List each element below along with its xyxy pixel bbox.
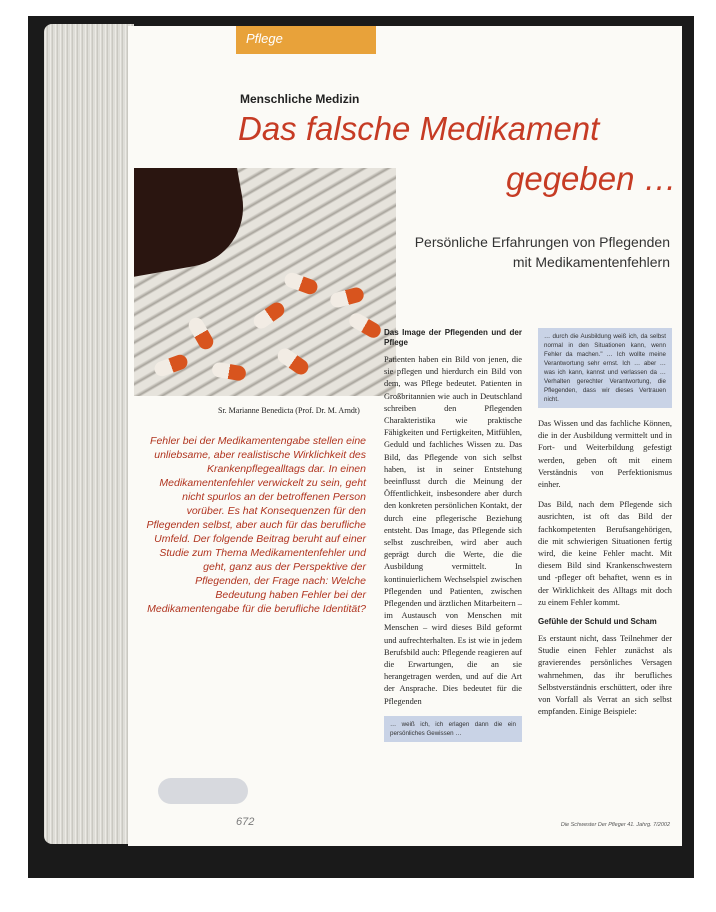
subtitle [415, 232, 670, 272]
pill [282, 271, 319, 297]
page-title-line1: Das falsche Medikament [238, 110, 600, 147]
journal-footer: Die Schwester Der Pfleger 41. Jahrg. 7/2002 [560, 822, 670, 828]
column-2 [538, 328, 672, 726]
column-1-heading: Das Image der Pflegenden und der Pflege [384, 328, 522, 347]
page-number: 672 [236, 816, 255, 828]
column-1-body: Patienten haben ein Bild von jenen, die sie pflegen und hierdurch ein Bild von dem, was Pflege bedeutet. Patienten in Großbritannien wie auch in Deutschland schreiben den Pflegenden Charakteristika wie praktische Fähigkeiten und Fertigkeiten, Mitfühlen, Geduld und fachliches Wissen zu. Das Bild, das Pflegende von sich selbst haben, ist in seiner Entstehung beeinflusst durch die Meinung der Öffentlichkeit, insbesondere aber durch den konkreten persönlichen Kontakt, der durch eine pflegerische Beziehung entsteht. Das Image, das Pflegende sich selbst zuschreiben, wird aber auch geprägt durch die Werte, die die Ausbildung vermittelt. In kontinuierlichem Wechselspiel zwischen Pflegenden und Patienten, zwischen Pflegenden und ärztlichen Mitarbeitern – im Austausch von Menschen mit Menschen – wird dieses Bild geformt und aufrechterhalten. Es ist wie in jedem Berufsbild auch: Pflegende reagieren auf die Erwartungen, die an sie herangetragen werden, und auf die Art der Ansprache. Dies bedeutet für die Pflegenden [384, 355, 522, 706]
column-2-paragraph-3: Es erstaunt nicht, dass Teilnehmer der Studie einen Fehler zunächst als gravierendes persönliches Versagen wahrnehmen, das ihr berufliches Selbstverständnis erschüttert, oder ihre von Vorfall als Verrat an sich selbst empfanden. Einige Beispiele: [538, 634, 672, 717]
column-2-paragraph-1: Das Wissen und das fachliche Können, die in der Ausbildung vermittelt und in Fort- und Weiterbildung gefestigt werden, geben oft mit einem Verständnis von Perfektionismus einher. [538, 419, 672, 490]
column-1 [384, 328, 522, 742]
book-page-edges [44, 24, 134, 844]
pills-photo [134, 168, 396, 396]
column-2-heading: Gefühle der Schuld und Scham [538, 617, 657, 627]
page-title-line2: gegeben … [506, 160, 677, 197]
pill [152, 353, 189, 379]
pill [211, 361, 247, 382]
pill [275, 346, 311, 378]
subtitle-line1: Persönliche Erfahrungen von Pflegenden [414, 234, 670, 250]
pill [186, 315, 216, 352]
scan-artifact [158, 778, 248, 804]
photo-dark-object [134, 168, 253, 278]
pill [329, 286, 366, 309]
column-1-quote-box: … weiß ich, ich erlagen dann die ein persönliches Gewissen … [384, 716, 522, 742]
column-2-quote-box: … durch die Ausbildung weiß ich, da selbst normal in den Situationen kann, wenn Fehler da machen." … Ich wollte meine Verantwortung sehr ernst. Ich … aber … was ich kann, kannst und verlassen da … Verhalten gerechter Verantwortung, die Pflegenden, dass wir dieses Vertrauen nicht. [538, 328, 672, 408]
column-2-paragraph-2: Das Bild, nach dem Pflegende sich ausrichten, ist oft das Bild der fachkompetenten Berufsangehörigen, die mit schwierigen Situationen fertig wird, die keine Fehler macht. Mit diesem Bild sind Krankenschwestern und -pfleger oft behaftet, wenn es in der Wirklichkeit des Alltags mit doch zu einem Fehler kommt. [538, 500, 672, 607]
lead-text: Fehler bei der Medikamentengabe stellen eine unliebsame, aber realistische Wirklichkeit des Krankenpflegealltags dar. In einen Medikamentenfehler verwickelt zu sein, geht nicht spurlos an der betroffenen Person vorüber. Es hat Konsequenzen für den Pflegenden selbst, aber auch für das berufliche Umfeld. Der folgende Beitrag beruht auf einer Studie zum Thema Medikamentenfehler und geht, ganz aus der Perspektive der Pflegenden, der Frage nach: Welche Bedeutung haben Fehler bei der Medikamentengabe für die berufliche Identität? [146, 435, 366, 615]
pill [251, 300, 287, 332]
section-tab [236, 26, 376, 54]
photo-caption: Sr. Marianne Benedicta (Prof. Dr. M. Arndt) [218, 406, 360, 415]
kicker: Menschliche Medizin [240, 92, 360, 106]
section-label: Pflege [246, 31, 283, 46]
pill [347, 311, 384, 341]
subtitle-line2: mit Medikamentenfehlern [512, 254, 670, 270]
magazine-page [128, 26, 682, 846]
